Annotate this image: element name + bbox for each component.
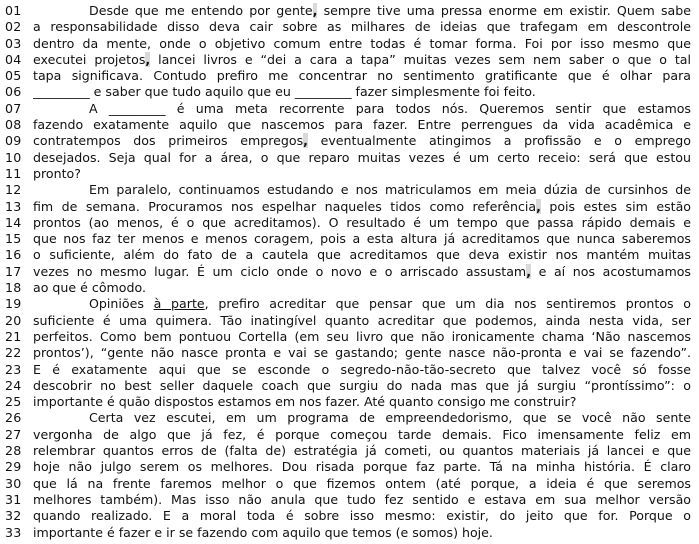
- line-number: 33: [5, 524, 22, 540]
- line-number: 20: [5, 312, 22, 328]
- line-number: 22: [5, 345, 22, 361]
- highlighted-comma: ,: [312, 3, 318, 18]
- text-segment: eventualmente atingimos a profissão e o emprego: [307, 133, 691, 149]
- text-segment: E é exatamente aqui que se esconde o segredo-não-tão-secreto que talvez você só fosse: [33, 361, 691, 377]
- text-segment: que nos faz ter menos e menos coragem, pois a esta altura já acreditamos que nunca saberemos: [33, 231, 691, 247]
- line-number: 05: [5, 68, 22, 84]
- text-line: [0, 133, 699, 149]
- line-text: [33, 231, 691, 247]
- text-segment: vergonha de algo que já fez, é porque começou tarde demais. Fico imensamente feliz em: [33, 426, 691, 442]
- text-line: [0, 117, 699, 133]
- text-segment: desejados. Seja qual for a área, o que reparo muitas vezes é um certo receio: será que estou: [33, 149, 691, 165]
- line-number: 01: [5, 3, 22, 18]
- line-number: 27: [5, 426, 22, 442]
- line-number: 26: [5, 410, 22, 426]
- line-text: [33, 52, 691, 68]
- text-line: [0, 492, 699, 508]
- line-number: 29: [5, 459, 22, 475]
- line-text: [33, 378, 691, 394]
- text-line: [0, 68, 699, 84]
- text-line: [0, 427, 699, 443]
- line-number: 08: [5, 117, 22, 133]
- text-line: [0, 150, 699, 166]
- line-number: 28: [5, 443, 22, 459]
- text-segment: fim de semana. Procuramos nos espelhar naqueles tidos como referência: [33, 198, 537, 214]
- text-segment: perfeitos. Como bem pontuou Cortella (em seu livro que não ironicamente chama ‘Não nascemos: [33, 328, 691, 344]
- text-segment: sempre tive uma pressa enorme em existir. Quem sabe: [317, 3, 691, 18]
- text-line: [0, 52, 699, 68]
- text-segment: melhores também). Mas isso não anula que tudo fez sentido e estava em sua melhor versão: [33, 491, 691, 507]
- highlighted-comma: ,: [526, 263, 531, 279]
- text-segment: a responsabilidade disso deva cair sobre as milhares de ideias que trafegam em descontrole: [33, 19, 691, 35]
- line-text: [33, 459, 691, 475]
- text-segment: prontos’), “gente não nasce pronta e vai se gastando; gente nasce não-pronta e vai se fazendo”.: [33, 345, 691, 361]
- text-segment: suficiente é uma quimera. Tão inatingível quanto acreditar que podemos, ainda nesta vida, ser: [33, 312, 691, 328]
- text-segment: executei projetos: [33, 51, 146, 67]
- line-text: [33, 280, 691, 296]
- highlighted-comma: ,: [145, 51, 151, 67]
- line-text: [33, 247, 691, 263]
- text-line: [0, 362, 699, 378]
- line-number: 17: [5, 263, 22, 279]
- line-text: [33, 525, 691, 541]
- line-text: [33, 362, 691, 378]
- text-segment: tapa significava. Contudo prefiro me concentrar no sentimento gratificante que é olhar para: [33, 68, 691, 84]
- line-text: [33, 84, 691, 100]
- text-line: [0, 84, 699, 100]
- text-line: [0, 19, 699, 35]
- line-text: [33, 133, 691, 149]
- text-line: [0, 264, 699, 280]
- text-line: [0, 215, 699, 231]
- line-text: [33, 150, 691, 166]
- text-line: [0, 443, 699, 459]
- highlighted-comma: ,: [536, 198, 541, 214]
- text-line: [0, 508, 699, 524]
- text-segment: pronto?: [33, 165, 81, 181]
- line-text: [33, 199, 691, 215]
- line-number: 10: [5, 149, 22, 165]
- text-line: [0, 410, 699, 426]
- text-segment: e aí nos acostumamos: [531, 263, 691, 279]
- underlined-phrase: à parte: [153, 296, 205, 312]
- text-segment: contratempos dos primeiros empregos: [33, 133, 304, 149]
- text-segment: Opiniões: [89, 296, 154, 312]
- line-text: [33, 166, 691, 182]
- line-text: [33, 427, 691, 443]
- text-segment: relembrar quantos erros de (falta de) estratégia já cometi, ou quantos materiais já lancei e que: [33, 443, 691, 459]
- text-segment: ao que é cômodo.: [33, 280, 146, 296]
- text-line: [0, 525, 699, 541]
- text-segment: dentro da mente, onde o objetivo comum entre todas é tomar forma. Foi por isso mesmo que: [33, 35, 691, 51]
- text-segment: _________ e saber que tudo aquilo que eu _________ fazer simplesmente foi feito.: [33, 84, 536, 100]
- text-line: [0, 166, 699, 182]
- text-segment: hoje não julgo serem os melhores. Dou risada porque faz parte. Tá na minha história. É claro: [33, 459, 691, 475]
- line-number: 06: [5, 84, 22, 100]
- text-segment: importante é quão dispostos estamos em nos fazer. Até quanto consigo me construir?: [33, 394, 577, 410]
- line-text: [33, 36, 691, 52]
- line-number: 19: [5, 296, 22, 312]
- text-line: [0, 36, 699, 52]
- line-text: [33, 117, 691, 133]
- line-number: 11: [5, 165, 22, 181]
- text-segment: fazendo exatamente aquilo que nascemos para fazer. Entre perrengues da vida acadêmica e: [33, 117, 691, 133]
- text-segment: importante é fazer e ir se fazendo com aquilo que temos (e somos) hoje.: [33, 524, 493, 540]
- text-line: [0, 3, 699, 19]
- line-number: 18: [5, 280, 22, 296]
- line-number: 21: [5, 328, 22, 344]
- line-text: [33, 410, 691, 426]
- text-line: [0, 247, 699, 263]
- text-segment: que lá na frente faremos melhor o que fizemos ontem (até porque, a ideia é que seremos: [33, 475, 691, 491]
- text-segment: quando realizado. E a moral toda é sobre isso mesmo: existir, do jeito que for. Porque o: [33, 508, 691, 524]
- line-text: [33, 101, 691, 117]
- line-number: 02: [5, 19, 22, 35]
- line-text: [33, 508, 691, 524]
- line-number: 30: [5, 475, 22, 491]
- text-segment: Desde que me entendo por gente: [89, 3, 313, 18]
- highlighted-comma: ,: [303, 133, 308, 149]
- line-text: [33, 3, 691, 19]
- line-number: 07: [5, 100, 22, 116]
- line-number: 15: [5, 231, 22, 247]
- line-text: [33, 476, 691, 492]
- text-segment: pois estes sim estão: [540, 198, 691, 214]
- text-segment: Em paralelo, continuamos estudando e nos matriculamos em meia dúzia de cursinhos de: [89, 182, 691, 198]
- text-segment: lancei livros e “dei a cara a tapa” muitas vezes sem nem saber o que o tal: [150, 51, 691, 67]
- line-text: [33, 19, 691, 35]
- text-line: [0, 394, 699, 410]
- line-text: [33, 443, 691, 459]
- line-number: 32: [5, 508, 22, 524]
- text-line: [0, 313, 699, 329]
- line-text: [33, 394, 691, 410]
- text-line: [0, 476, 699, 492]
- line-number: 04: [5, 51, 22, 67]
- line-number: 14: [5, 214, 22, 230]
- text-line: [0, 329, 699, 345]
- text-line: [0, 296, 699, 312]
- text-line: [0, 345, 699, 361]
- line-text: [33, 68, 691, 84]
- line-number: 31: [5, 491, 22, 507]
- line-text: [33, 296, 691, 312]
- line-number: 13: [5, 198, 22, 214]
- line-text: [33, 182, 691, 198]
- text-segment: , prefiro acreditar que pensar que um dia nos sentiremos prontos o: [204, 296, 691, 312]
- line-text: [33, 345, 691, 361]
- text-line: [0, 231, 699, 247]
- text-segment: descobrir no best seller daquele coach que surgiu do nada mas que já surgiu “prontíssimo”: o: [33, 377, 691, 393]
- text-line: [0, 199, 699, 215]
- text-line: [0, 459, 699, 475]
- text-line: [0, 182, 699, 198]
- line-text: [33, 329, 691, 345]
- line-number: 23: [5, 361, 22, 377]
- line-number: 24: [5, 377, 22, 393]
- line-number: 25: [5, 394, 22, 410]
- text-segment: Certa vez escutei, em um programa de empreendedorismo, que se você não sente: [89, 410, 691, 426]
- line-number: 12: [5, 182, 22, 198]
- line-text: [33, 313, 691, 329]
- line-number: 03: [5, 35, 22, 51]
- line-text: [33, 264, 691, 280]
- text-line: [0, 378, 699, 394]
- line-number: 16: [5, 247, 22, 263]
- line-text: [33, 215, 691, 231]
- line-text: [33, 492, 691, 508]
- text-segment: vezes no mesmo lugar. É um ciclo onde o novo e o arriscado assustam: [33, 263, 527, 279]
- line-number: 09: [5, 133, 22, 149]
- text-segment: o suficiente, além do fato de a cautela que acreditamos que deva existir nos mantém muitas: [33, 247, 691, 263]
- text-line: [0, 280, 699, 296]
- text-segment: prontos (ao menos, é o que acreditamos). O resultado é um tempo que passa rápido demais e: [33, 214, 691, 230]
- text-segment: A _________ é uma meta recorrente para todos nós. Queremos sentir que estamos: [89, 100, 691, 116]
- text-line: [0, 101, 699, 117]
